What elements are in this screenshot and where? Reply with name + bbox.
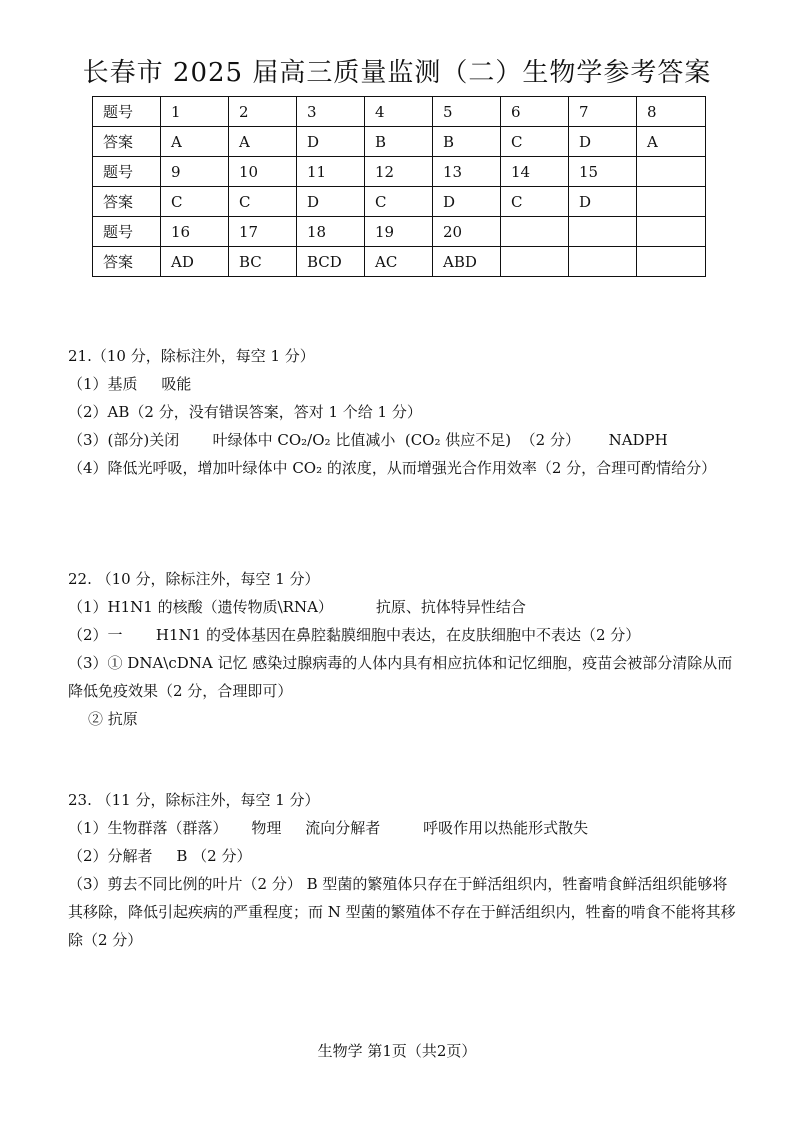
table-cell xyxy=(637,187,706,217)
table-cell: ABD xyxy=(433,247,501,277)
table-cell: 11 xyxy=(297,157,365,187)
table-cell: 20 xyxy=(433,217,501,247)
table-cell: A xyxy=(637,127,706,157)
table-row xyxy=(93,247,706,277)
table-cell: 8 xyxy=(637,97,706,127)
table-cell: 17 xyxy=(229,217,297,247)
table-cell xyxy=(637,217,706,247)
q21-answer-3: （3）(部分)关闭 叶绿体中 CO₂/O₂ 比值减小 (CO₂ 供应不足) （2 分） NADPH xyxy=(68,431,668,449)
table-row xyxy=(93,97,706,127)
table-cell: 4 xyxy=(365,97,433,127)
table-row-header: 答案 xyxy=(93,127,161,157)
table-row xyxy=(93,157,706,187)
table-cell: C xyxy=(161,187,229,217)
table-cell: C xyxy=(229,187,297,217)
table-row xyxy=(93,217,706,247)
table-row xyxy=(93,127,706,157)
q21-answer-2: （2）AB（2 分，没有错误答案，答对 1 个给 1 分） xyxy=(68,403,422,421)
table-cell: 16 xyxy=(161,217,229,247)
table-cell: BCD xyxy=(297,247,365,277)
question-22 xyxy=(68,565,738,733)
table-cell: 2 xyxy=(229,97,297,127)
q23-answer-1: （1）生物群落（群落） 物理 流向分解者 呼吸作用以热能形式散失 xyxy=(68,819,589,837)
table-cell: AD xyxy=(161,247,229,277)
question-23 xyxy=(68,786,738,954)
table-cell xyxy=(569,217,637,247)
q22-answer-1: （1）H1N1 的核酸（遗传物质\RNA） 抗原、抗体特异性结合 xyxy=(68,598,526,616)
table-cell xyxy=(637,157,706,187)
table-row-header: 题号 xyxy=(93,97,161,127)
table-row xyxy=(93,187,706,217)
table-cell xyxy=(637,247,706,277)
table-row-header: 答案 xyxy=(93,187,161,217)
table-cell: C xyxy=(365,187,433,217)
q21-answer-1: （1）基质 吸能 xyxy=(68,375,192,393)
table-cell: B xyxy=(433,127,501,157)
q23-header: 23. （11 分，除标注外，每空 1 分） xyxy=(68,791,320,809)
table-cell: 3 xyxy=(297,97,365,127)
q23-answer-3: （3）剪去不同比例的叶片（2 分） B 型菌的繁殖体只存在于鲜活组织内，牲畜啃食鲜活组织能够将其移除，降低引起疾病的严重程度；而 N 型菌的繁殖体不存在于鲜活组织内，牲畜的啃食不能将其移除（2 分） xyxy=(68,875,736,949)
q23-answer-2: （2）分解者 B （2 分） xyxy=(68,847,252,865)
table-cell: 19 xyxy=(365,217,433,247)
table-cell: 10 xyxy=(229,157,297,187)
page-footer: 生物学 第1页（共2页） xyxy=(317,1042,477,1060)
table-cell: D xyxy=(569,187,637,217)
q22-answer-2: （2）一 H1N1 的受体基因在鼻腔黏膜细胞中表达，在皮肤细胞中不表达（2 分） xyxy=(68,626,641,644)
table-cell: 5 xyxy=(433,97,501,127)
table-cell: BC xyxy=(229,247,297,277)
table-cell: 6 xyxy=(501,97,569,127)
table-cell: D xyxy=(297,187,365,217)
table-cell xyxy=(569,247,637,277)
table-cell: D xyxy=(297,127,365,157)
page-title: 长春市 2025 届高三质量监测（二）生物学参考答案 xyxy=(82,58,712,88)
table-cell: A xyxy=(229,127,297,157)
table-cell: 9 xyxy=(161,157,229,187)
table-cell: 18 xyxy=(297,217,365,247)
table-cell: 12 xyxy=(365,157,433,187)
question-21 xyxy=(68,342,738,482)
q22-answer-4: ② 抗原 xyxy=(88,710,138,728)
q21-answer-4: （4）降低光呼吸，增加叶绿体中 CO₂ 的浓度，从而增强光合作用效率（2 分，合理可酌情给分） xyxy=(68,459,717,477)
q22-header: 22. （10 分，除标注外，每空 1 分） xyxy=(68,570,320,588)
answer-table-body xyxy=(93,97,706,277)
table-cell: 13 xyxy=(433,157,501,187)
table-cell: B xyxy=(365,127,433,157)
table-cell xyxy=(501,217,569,247)
table-cell: D xyxy=(433,187,501,217)
table-cell: 1 xyxy=(161,97,229,127)
q21-header: 21.（10 分，除标注外，每空 1 分） xyxy=(68,347,315,365)
table-cell: C xyxy=(501,187,569,217)
table-cell: D xyxy=(569,127,637,157)
table-row-header: 题号 xyxy=(93,217,161,247)
answer-table xyxy=(92,96,706,277)
table-cell: A xyxy=(161,127,229,157)
table-cell: 15 xyxy=(569,157,637,187)
table-cell: 14 xyxy=(501,157,569,187)
q22-answer-3: （3）① DNA\cDNA 记忆 感染过腺病毒的人体内具有相应抗体和记忆细胞，疫苗会被部分清除从而降低免疫效果（2 分，合理即可） xyxy=(68,654,733,700)
table-row-header: 答案 xyxy=(93,247,161,277)
table-row-header: 题号 xyxy=(93,157,161,187)
table-cell xyxy=(501,247,569,277)
table-cell: AC xyxy=(365,247,433,277)
table-cell: 7 xyxy=(569,97,637,127)
table-cell: C xyxy=(501,127,569,157)
